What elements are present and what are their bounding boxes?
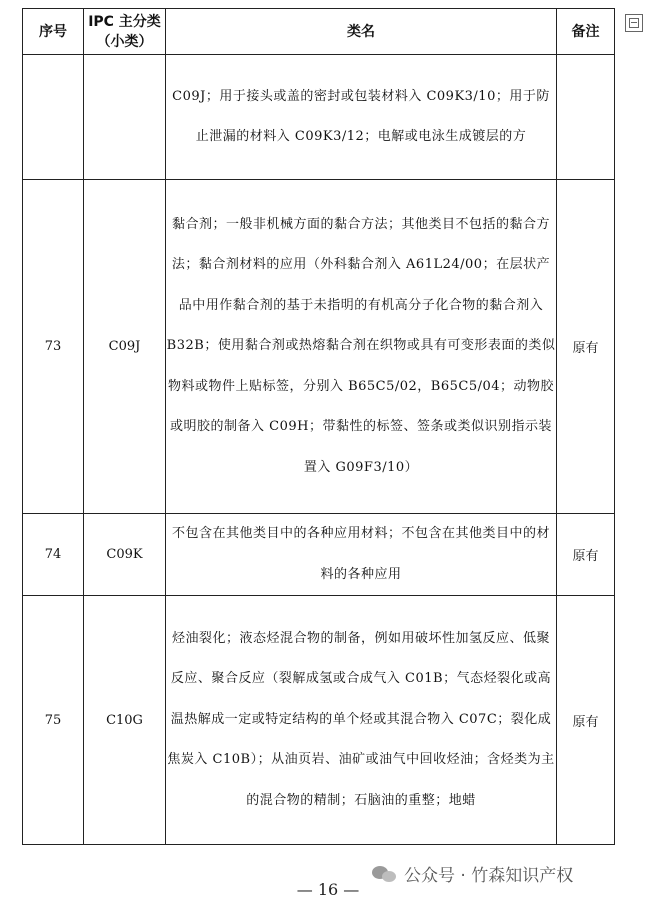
cell-class-name: 烃油裂化；液态烃混合物的制备，例如用破坏性加氢反应、低聚反应、聚合反应（裂解成氢或合成气入 C01B；气态烃裂化或高温热解成一定或特定结构的单个烃或其混合物入 C07C；裂化成焦炭入 C10B）；从油页岩、油矿或油气中回收烃油；含烃类为主的混合物的精制；石脑油的重整；地蜡 xyxy=(166,596,557,845)
table-row xyxy=(23,55,615,180)
cell-ipc-class: C09J xyxy=(84,180,166,514)
table-row xyxy=(23,514,615,596)
cell-serial-number: 74 xyxy=(23,514,84,596)
ipc-classification-table xyxy=(22,8,615,845)
cell-remark xyxy=(557,55,615,180)
header-ipc-class xyxy=(84,9,166,55)
header-ipc-line1: IPC 主分类 xyxy=(88,13,161,30)
cell-class-name: C09J；用于接头或盖的密封或包装材料入 C09K3/10；用于防止泄漏的材料入 C09K3/12；电解或电泳生成镀层的方 xyxy=(166,55,557,180)
cell-class-name: 不包含在其他类目中的各种应用材料；不包含在其他类目中的材料的各种应用 xyxy=(166,514,557,596)
cell-class-name: 黏合剂；一般非机械方面的黏合方法；其他类目不包括的黏合方法；黏合剂材料的应用（外科黏合剂入 A61L24/00；在层状产品中用作黏合剂的基于未指明的有机高分子化合物的黏合剂入 B32B；使用黏合剂或热熔黏合剂在织物或具有可变形表面的类似物料或物件上贴标签，分别入 B65C5/02，B65C5/04；动物胶或明胶的制备入 C09H；带黏性的标签、签条或类似识别指示装置入 G09F3/10） xyxy=(166,180,557,514)
table-row xyxy=(23,596,615,845)
watermark-text: 公众号 · 竹森知识产权 xyxy=(404,866,574,886)
cell-serial-number: 75 xyxy=(23,596,84,845)
scan-icon[interactable] xyxy=(625,14,643,32)
header-serial-number: 序号 xyxy=(23,9,84,55)
cell-remark: 原有 xyxy=(557,596,615,845)
cell-remark: 原有 xyxy=(557,180,615,514)
header-remark: 备注 xyxy=(557,9,615,55)
header-class-name: 类名 xyxy=(166,9,557,55)
table-header-row xyxy=(23,9,615,55)
page-number: — 16 — xyxy=(296,880,360,899)
cell-ipc-class: C09K xyxy=(84,514,166,596)
cell-remark: 原有 xyxy=(557,514,615,596)
header-ipc-line2: （小类） xyxy=(96,33,153,50)
cell-ipc-class: C10G xyxy=(84,596,166,845)
cell-serial-number: 73 xyxy=(23,180,84,514)
cell-ipc-class xyxy=(84,55,166,180)
table-row xyxy=(23,180,615,514)
cell-serial-number xyxy=(23,55,84,180)
